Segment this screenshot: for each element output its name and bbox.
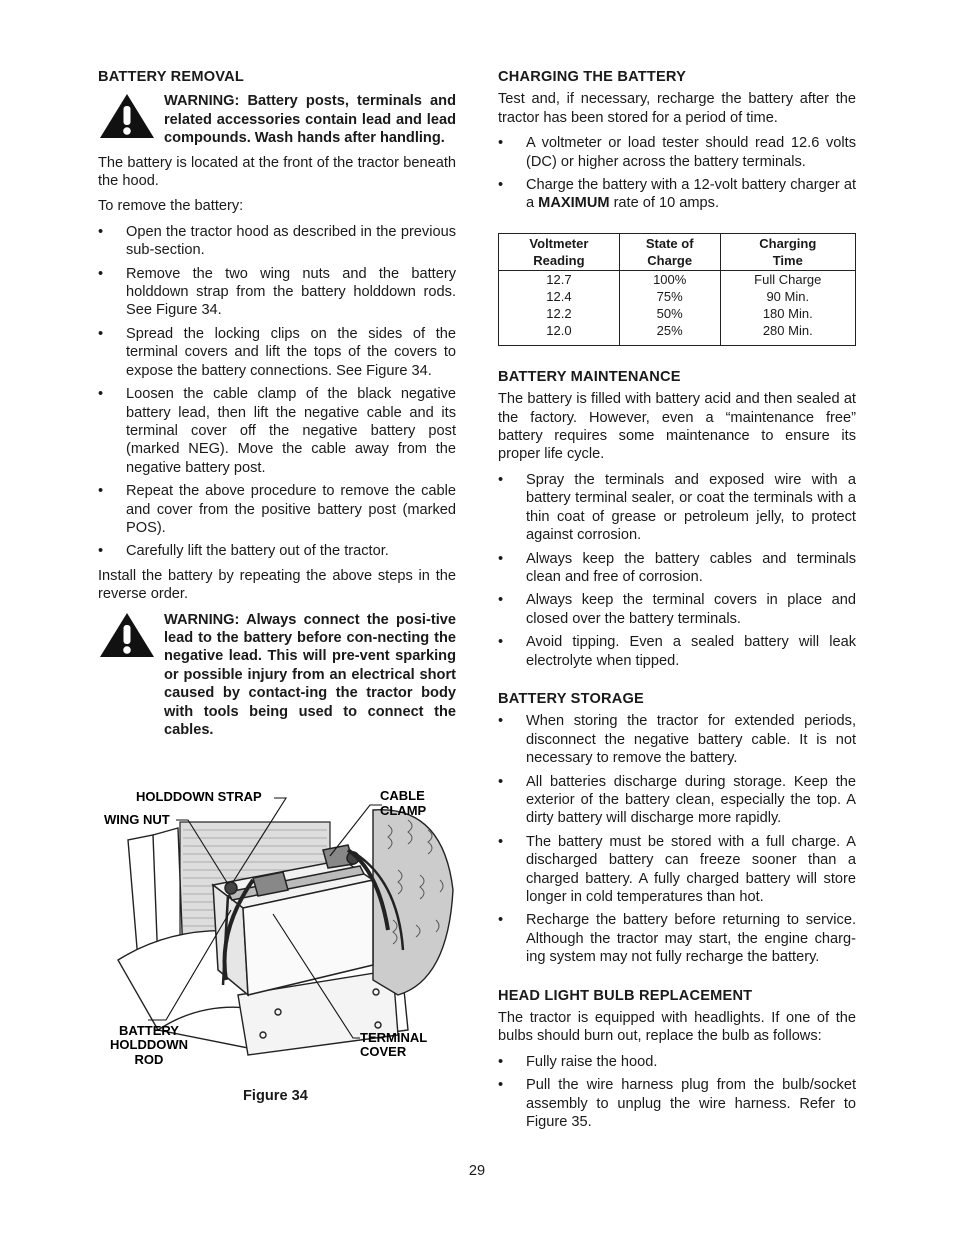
header-line: Charging [759, 235, 817, 251]
header-line: Charge [647, 252, 693, 268]
battery-removal-heading: BATTERY REMOVAL [98, 69, 244, 85]
headlight-list [498, 1053, 856, 1132]
charging-list [498, 134, 856, 213]
label-cable: CABLE [380, 788, 425, 803]
table-row [499, 288, 856, 305]
connection-warning [98, 611, 456, 740]
paragraph: The battery is filled with battery acid and then sealed at the factory. However, even a “maintenance free” battery requires some maintenance to ensure its proper life cycle. [498, 391, 856, 463]
list-item: • When storing the tractor for extended periods, disconnect the negative battery cable. It is not necessary to remove the battery. [498, 712, 856, 767]
list-item: • Pull the wire harness plug from the bulb/socket assembly to unplug the wire harness. Refer to Figure 35. [498, 1076, 856, 1131]
list-item: • Remove the two wing nuts and the battery holddown strap from the battery holddown rods. See Figure 34. [98, 265, 456, 320]
header-line: Voltmeter [529, 235, 589, 251]
list-item: • Loosen the cable clamp of the black negative battery lead, then lift the negative cable and its terminal cover off the negative battery post (marked NEG). Move the cable away from the negative battery post. [98, 385, 456, 477]
tire-illustration [373, 810, 453, 995]
table-cell: 12.4 [499, 288, 620, 305]
paragraph: To remove the battery: [98, 198, 244, 215]
list-item: • A voltmeter or load tester should read 12.6 volts (DC) or higher across the battery terminals. [498, 134, 856, 171]
table-header [720, 233, 855, 270]
list-item: • All batteries discharge during storage. Keep the exterior of the battery clean, especially the top. A dirty battery will discharge more rapidly. [498, 773, 856, 828]
table-header [499, 233, 620, 270]
table-cell: 280 Min. [720, 322, 855, 346]
warning-triangle-icon [98, 611, 156, 659]
paragraph: Install the battery by repeating the above steps in the reverse order. [98, 567, 456, 603]
table-row [499, 322, 856, 346]
spacer [498, 973, 856, 987]
label-holddown-strap: HOLDDOWN STRAP [136, 789, 262, 804]
page-number: 29 [468, 1163, 486, 1179]
label-cover: COVER [360, 1044, 407, 1059]
list-item: • Avoid tipping. Even a sealed battery will leak electrolyte when tipped. [498, 633, 856, 670]
table-cell: 180 Min. [720, 305, 855, 322]
spacer [498, 676, 856, 690]
text-run: Charge the battery with a 12-volt battery charger at a [526, 177, 856, 212]
label-battery: BATTERY [119, 1023, 179, 1038]
table-cell: 100% [619, 270, 720, 288]
label-wing-nut: WING NUT [104, 812, 170, 827]
warning-text: WARNING: Battery posts, terminals and related accessories contain lead and lead compounds. Wash hands after handling. [164, 93, 456, 147]
table-cell: 75% [619, 288, 720, 305]
list-item [498, 176, 856, 213]
label-rod: ROD [134, 1052, 164, 1067]
table-row [499, 270, 856, 288]
maintenance-list [498, 471, 856, 670]
list-item: • Fully raise the hood. [498, 1053, 856, 1071]
paragraph: Test and, if necessary, recharge the battery after the tractor has been stored for a period of time. [498, 91, 856, 126]
removal-steps-list [98, 223, 456, 561]
list-item: • Recharge the battery before returning to service. Although the tractor may start, the engine charg-ing system may not fully recharge the battery. [498, 911, 856, 966]
table-header-row [499, 233, 856, 270]
paragraph: The battery is located at the front of the tractor beneath the hood. [98, 154, 456, 190]
header-line: State of [645, 235, 694, 251]
charging-heading: CHARGING THE BATTERY [498, 69, 687, 85]
label-terminal: TERMINAL [360, 1030, 428, 1045]
list-item: • Carefully lift the battery out of the tractor. [98, 542, 456, 560]
storage-list [498, 712, 856, 966]
list-item: • Spread the locking clips on the sides of the terminal covers and lift the tops of the covers to expose the battery connections. See Figure 34. [98, 325, 456, 380]
list-item: • Always keep the terminal covers in place and closed over the battery terminals. [498, 591, 856, 628]
charge-table [498, 233, 856, 346]
list-item: • The battery must be stored with a full charge. A discharged battery can freeze sooner than a charged battery. A fully charged battery will store longer in cold temperatures than hot. [498, 833, 856, 907]
lead-warning [98, 92, 456, 147]
table-row [499, 305, 856, 322]
figure-caption: Figure 34 [243, 1088, 308, 1104]
text-run: rate of 10 amps. [609, 195, 720, 212]
maintenance-heading: BATTERY MAINTENANCE [498, 368, 681, 385]
table-cell: Full Charge [720, 270, 855, 288]
table-cell: 12.0 [499, 322, 620, 346]
table-cell: 12.2 [499, 305, 620, 322]
list-item: • Repeat the above procedure to remove the cable and cover from the positive battery post (marked POS). [98, 482, 456, 537]
headlight-heading: HEAD LIGHT BULB REPLACEMENT [498, 987, 753, 1004]
list-item: • Spray the terminals and exposed wire with a battery terminal sealer, or coat the terminals with a thin coat of grease or petroleum jelly, to protect against corrosion. [498, 471, 856, 545]
header-line: Reading [533, 252, 585, 268]
table-cell: 90 Min. [720, 288, 855, 305]
label-clamp: CLAMP [380, 803, 427, 818]
right-column [498, 68, 856, 1137]
table-cell: 25% [619, 322, 720, 346]
label-holddown: HOLDDOWN [110, 1037, 188, 1052]
bold-text: MAXIMUM [538, 195, 610, 212]
table-cell: 12.7 [499, 270, 620, 288]
header-line: Time [772, 252, 803, 268]
storage-heading: BATTERY STORAGE [498, 690, 644, 707]
list-item: • Open the tractor hood as described in the previous sub-section. [98, 223, 456, 260]
warning-triangle-icon [98, 92, 156, 140]
paragraph: The tractor is equipped with headlights. If one of the bulbs should burn out, replace the bulb as follows: [498, 1010, 856, 1045]
table-cell: 50% [619, 305, 720, 322]
left-column [98, 68, 456, 745]
list-item: • Always keep the battery cables and terminals clean and free of corrosion. [498, 550, 856, 587]
warning-text: WARNING: Always connect the posi-tive lead to the battery before con-necting the negative lead. This will pre-vent sparking or possible injury from an electrical short caused by contact-ing the tractor body with tools being used to connect the cables. [164, 611, 456, 738]
battery-figure [98, 780, 456, 1080]
table-header [619, 233, 720, 270]
